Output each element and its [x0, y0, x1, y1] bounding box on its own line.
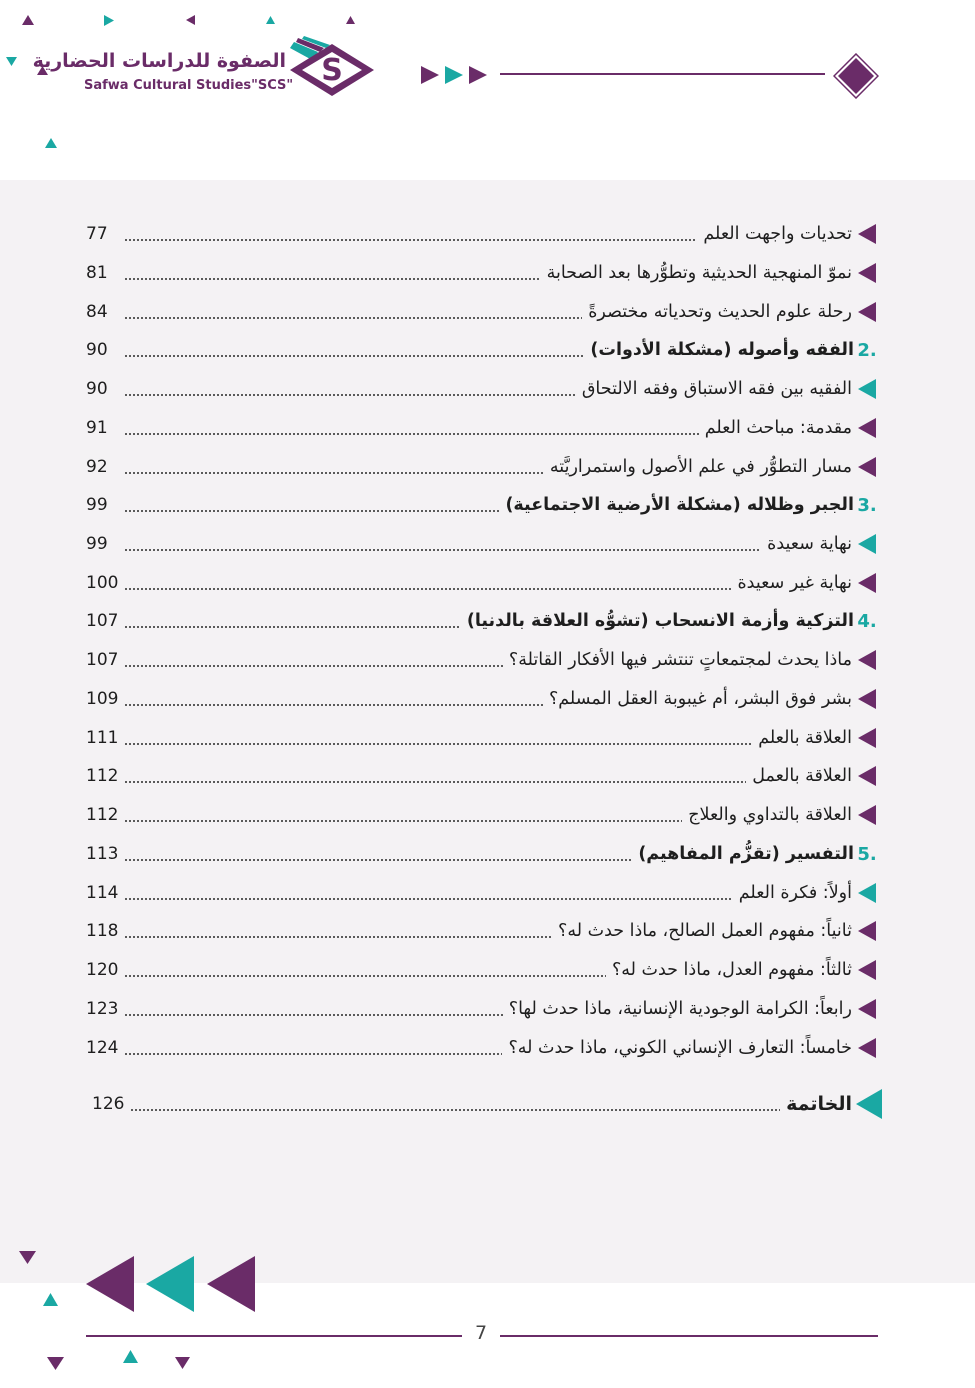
left-arrow-purple-icon	[86, 1256, 134, 1312]
small-purple-triangle-icon	[186, 15, 195, 25]
toc-entry[interactable]	[86, 879, 880, 907]
toc-entry-title: العلاقة بالتداوي والعلاج	[688, 805, 852, 825]
small-purple-triangle-icon	[22, 15, 34, 25]
purple-triangle-icon	[854, 917, 880, 945]
toc-entry-title: ماذا يحدث لمجتمعاتٍ تنتشر فيها الأفكار القاتلة؟	[508, 650, 852, 670]
small-purple-triangle-icon	[47, 1357, 64, 1370]
toc-entry[interactable]	[86, 298, 880, 326]
page-number: 7	[474, 1322, 488, 1344]
toc-entry-title: العلاقة بالعمل	[752, 766, 852, 786]
toc-entry-page: 111	[86, 728, 119, 748]
toc-conclusion-title: الخاتمة	[786, 1093, 852, 1115]
toc-entry-title: نهاية سعيدة	[767, 534, 852, 554]
brand-name-arabic: الصفوة للدراسات الحضارية	[32, 50, 286, 72]
header-divider	[500, 73, 825, 75]
toc-entry-title: ثانياً: مفهوم العمل الصالح، ماذا حدث له؟	[558, 921, 852, 941]
toc-entry[interactable]	[86, 259, 880, 287]
toc-entry-page: 99	[86, 495, 108, 515]
toc-entry-page: 123	[86, 999, 119, 1019]
brand-logo	[32, 32, 380, 102]
toc-chapter-title: الفقه وأصوله (مشكلة الأدوات)	[590, 340, 854, 360]
dot-leader	[124, 975, 606, 977]
toc-entry[interactable]	[86, 762, 880, 790]
toc-entry-title: خامساً: التعارف الإنساني الكوني، ماذا حدث له؟	[508, 1038, 852, 1058]
brand-name-english: Safwa Cultural Studies"SCS"	[84, 78, 294, 93]
toc-entry-page: 124	[86, 1038, 119, 1058]
toc-entry-page: 112	[86, 805, 119, 825]
dot-leader	[124, 278, 541, 280]
dot-leader	[124, 704, 543, 706]
toc-entry[interactable]	[86, 801, 880, 829]
dot-leader	[124, 1053, 502, 1055]
purple-triangle-icon	[854, 298, 880, 326]
small-teal-triangle-icon	[45, 138, 57, 148]
toc-entry-page: 84	[86, 302, 108, 322]
toc-entry[interactable]	[86, 685, 880, 713]
dot-leader	[124, 549, 761, 551]
toc-entry[interactable]	[86, 530, 880, 558]
dot-leader	[124, 472, 544, 474]
toc-entry-page: 77	[86, 224, 108, 244]
toc-entry[interactable]	[86, 414, 880, 442]
toc-entry-page: 112	[86, 766, 119, 786]
purple-triangle-icon	[854, 956, 880, 984]
left-arrow-purple-icon	[207, 1256, 255, 1312]
toc-entry-title: بشر فوق البشر، أم غيبوبة العقل المسلم؟	[549, 689, 852, 709]
footer-divider-right	[500, 1335, 878, 1337]
toc-entry-title: نهاية غير سعيدة	[737, 573, 852, 593]
purple-triangle-icon	[854, 259, 880, 287]
scs-logo-mark-icon	[290, 36, 376, 98]
dot-leader	[130, 1109, 780, 1111]
toc-entry-page: 100	[86, 573, 119, 593]
purple-triangle-icon	[854, 762, 880, 790]
toc-entry[interactable]	[86, 724, 880, 752]
small-purple-triangle-icon	[346, 16, 355, 24]
toc-entry-page: 81	[86, 263, 108, 283]
chapter-number: 3.	[857, 494, 877, 516]
toc-entry[interactable]	[86, 646, 880, 674]
teal-triangle-icon	[854, 375, 880, 403]
small-teal-triangle-icon	[104, 15, 114, 26]
dot-leader	[124, 626, 461, 628]
small-purple-triangle-icon	[19, 1251, 36, 1264]
toc-entry[interactable]	[86, 453, 880, 481]
toc-conclusion-entry[interactable]	[92, 1090, 886, 1118]
purple-triangle-icon	[854, 1034, 880, 1062]
toc-entry-title: نموّ المنهجية الحديثية وتطوُّرها بعد الصحابة	[546, 263, 852, 283]
toc-entry-page: 92	[86, 457, 108, 477]
purple-triangle-icon	[854, 414, 880, 442]
toc-chapter-title: التزكية وأزمة الانسحاب (تشوُّه العلاقة بالدنيا)	[466, 611, 854, 631]
dot-leader	[124, 859, 632, 861]
chapter-number: 4.	[857, 610, 877, 632]
toc-entry-page: 90	[86, 379, 108, 399]
dot-leader	[124, 781, 746, 783]
teal-triangle-icon	[854, 530, 880, 558]
purple-triangle-icon	[854, 685, 880, 713]
dot-leader	[124, 1014, 503, 1016]
toc-chapter-entry[interactable]	[86, 336, 880, 364]
purple-triangle-icon	[854, 801, 880, 829]
toc-chapter-title: الجبر وظلاله (مشكلة الأرضية الاجتماعية)	[505, 495, 854, 515]
toc-entry[interactable]	[86, 375, 880, 403]
dot-leader	[124, 394, 576, 396]
toc-entry[interactable]	[86, 917, 880, 945]
toc-entry-page: 120	[86, 960, 119, 980]
purple-triangle-icon	[854, 453, 880, 481]
toc-chapter-entry[interactable]	[86, 840, 880, 868]
toc-entry-page: 99	[86, 534, 108, 554]
dot-leader	[124, 936, 552, 938]
dot-leader	[124, 665, 503, 667]
toc-entry-title: مقدمة: مباحث العلم	[704, 418, 852, 438]
dot-leader	[124, 510, 499, 512]
diamond-icon	[833, 53, 879, 99]
toc-entry[interactable]	[86, 569, 880, 597]
toc-entry-title: تحديات واجهت العلم	[703, 224, 852, 244]
toc-entry-title: الفقيه بين فقه الاستباق وفقه الالتحاق	[581, 379, 852, 399]
purple-triangle-icon	[854, 569, 880, 597]
toc-entry-title: مسار التطوُّر في علم الأصول واستمراريَّته	[549, 457, 852, 477]
toc-entry-page: 109	[86, 689, 119, 709]
purple-triangle-icon	[854, 724, 880, 752]
dot-leader	[124, 317, 582, 319]
toc-entry[interactable]	[86, 995, 880, 1023]
footer-divider-left	[86, 1335, 462, 1337]
purple-triangle-icon	[854, 646, 880, 674]
toc-entry-title: رابعاً: الكرامة الوجودية الإنسانية، ماذا حدث لها؟	[508, 999, 852, 1019]
svg-text:S: S	[321, 53, 343, 88]
teal-triangle-icon	[854, 879, 880, 907]
toc-entry-title: رحلة علوم الحديث وتحدياته مختصرةً	[588, 302, 852, 322]
toc-entry[interactable]	[86, 1034, 880, 1062]
toc-entry-page: 113	[86, 844, 119, 864]
chapter-number: 2.	[857, 339, 877, 361]
dot-leader	[124, 820, 682, 822]
toc-entry-page: 90	[86, 340, 108, 360]
toc-entry[interactable]	[86, 220, 880, 248]
small-purple-triangle-icon	[175, 1357, 190, 1369]
small-teal-triangle-icon	[123, 1350, 138, 1363]
toc-entry-page: 107	[86, 650, 119, 670]
toc-chapter-entry[interactable]	[86, 607, 880, 635]
toc-entry-page: 126	[92, 1094, 125, 1114]
toc-entry-page: 114	[86, 883, 119, 903]
toc-entry-page: 118	[86, 921, 119, 941]
left-arrow-teal-icon	[146, 1256, 194, 1312]
dot-leader	[124, 239, 697, 241]
small-teal-triangle-icon	[266, 16, 275, 24]
dot-leader	[124, 355, 584, 357]
toc-entry-page: 91	[86, 418, 108, 438]
dot-leader	[124, 588, 732, 590]
toc-chapter-entry[interactable]	[86, 491, 880, 519]
small-teal-triangle-icon	[6, 57, 17, 66]
purple-triangle-icon	[854, 995, 880, 1023]
small-teal-triangle-icon	[43, 1293, 58, 1306]
toc-entry-title: ثالثاً: مفهوم العدل، ماذا حدث له؟	[611, 960, 852, 980]
chapter-number: 5.	[857, 843, 877, 865]
dot-leader	[124, 743, 752, 745]
toc-entry-page: 107	[86, 611, 119, 631]
dot-leader	[124, 898, 733, 900]
toc-chapter-title: التفسير (تقزُّم المفاهيم)	[638, 844, 854, 864]
triple-arrow-icon	[421, 66, 491, 84]
dot-leader	[124, 433, 699, 435]
toc-entry[interactable]	[86, 956, 880, 984]
toc-entry-title: العلاقة بالعلم	[758, 728, 852, 748]
purple-triangle-icon	[854, 220, 880, 248]
toc-entry-title: أولاً: فكرة العلم	[738, 883, 852, 903]
teal-large-triangle-icon	[852, 1090, 886, 1118]
